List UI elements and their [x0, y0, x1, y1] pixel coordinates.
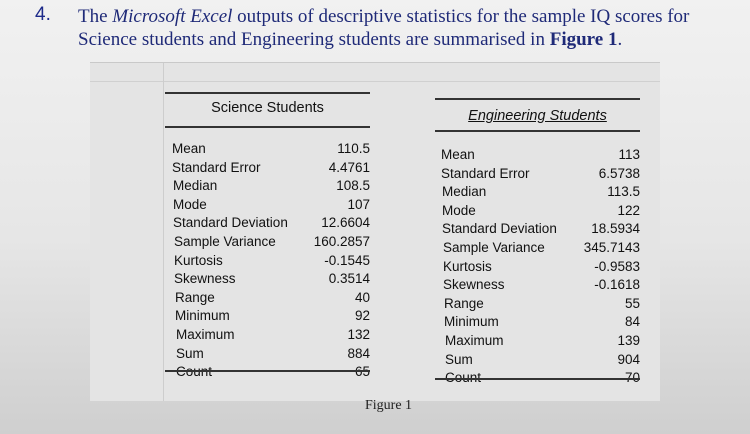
table-row	[172, 160, 370, 178]
table-row	[173, 197, 370, 215]
stat-value: 122	[617, 202, 640, 218]
stat-label: Kurtosis	[174, 252, 223, 268]
stat-label: Median	[442, 184, 487, 200]
table-row	[172, 141, 370, 159]
stat-label: Standard Error	[172, 159, 261, 175]
science-stats-table	[165, 92, 370, 382]
table-title-rule	[165, 126, 370, 128]
stat-value: 84	[624, 314, 640, 330]
table-row	[442, 203, 640, 221]
stat-value: 12.6604	[321, 215, 370, 231]
stat-label: Mode	[442, 202, 476, 218]
stat-value: 18.5934	[591, 221, 640, 237]
table-row	[443, 240, 640, 258]
table-row	[441, 147, 640, 165]
table-row	[174, 253, 370, 271]
table-row	[445, 333, 640, 351]
question-text	[78, 5, 738, 51]
table-row	[176, 346, 370, 364]
stat-label: Kurtosis	[443, 258, 492, 274]
stat-label: Minimum	[175, 308, 230, 324]
stat-value: 108.5	[336, 178, 370, 194]
table-row	[444, 314, 640, 332]
stat-value: 160.2857	[313, 234, 370, 249]
stat-label: Standard Deviation	[173, 215, 288, 231]
table-top-rule	[435, 98, 640, 100]
table-row	[441, 166, 640, 184]
stat-value: 92	[354, 308, 370, 324]
table-row	[443, 259, 640, 277]
table-row	[175, 308, 370, 326]
stat-value: 113	[618, 147, 640, 162]
table-row	[442, 184, 640, 202]
stat-value: -0.9583	[594, 258, 640, 274]
stat-label: Standard Error	[441, 165, 530, 181]
table-row	[176, 327, 370, 345]
stat-value: 113.5	[607, 184, 640, 200]
table-row	[174, 271, 370, 289]
engineering-stats-table	[435, 98, 640, 388]
question-text-part: .	[617, 29, 623, 50]
stat-label: Skewness	[443, 277, 505, 293]
stat-value: 110.5	[337, 141, 370, 156]
stat-value: 884	[347, 345, 370, 361]
stat-label: Range	[444, 295, 484, 311]
stat-value: 0.3514	[328, 271, 370, 287]
figure-reference: Figure 1	[549, 29, 618, 50]
table-row	[442, 221, 640, 239]
stat-value: 40	[354, 289, 370, 305]
question-text-part: Science students and Engineering students are summarised in	[78, 29, 550, 50]
stat-value: 107	[347, 196, 370, 212]
table-row	[173, 215, 370, 233]
science-table-title: Science Students	[211, 100, 324, 116]
table-bottom-rule	[435, 378, 640, 380]
table-row	[174, 234, 370, 252]
table-row	[176, 364, 370, 382]
stat-value: 55	[624, 295, 640, 311]
stat-label: Skewness	[174, 271, 236, 287]
stat-label: Standard Deviation	[442, 221, 557, 237]
question-text-part: outputs of descriptive statistics for the sample IQ scores for	[232, 6, 690, 27]
engineering-table-title: Engineering Students	[468, 108, 607, 124]
table-row	[445, 352, 640, 370]
stat-label: Sum	[176, 345, 204, 361]
table-top-rule	[165, 92, 370, 94]
question-text-part: The	[78, 6, 113, 27]
question-number: 4.	[35, 4, 51, 25]
table-row	[173, 178, 370, 196]
stat-label: Sum	[445, 351, 473, 367]
table-row	[444, 296, 640, 314]
table-row	[175, 290, 370, 308]
stat-label: Median	[173, 178, 218, 194]
stat-value: 139	[617, 333, 640, 348]
stat-value: -0.1545	[324, 252, 370, 268]
table-row	[443, 277, 640, 295]
stat-label: Maximum	[445, 333, 504, 348]
stat-label: Mean	[441, 147, 475, 162]
stat-value: -0.1618	[594, 277, 640, 293]
stat-value: 904	[617, 351, 640, 367]
stat-value: 345.7143	[583, 240, 640, 255]
stat-label: Sample Variance	[174, 234, 276, 249]
stat-label: Mode	[173, 196, 207, 212]
stat-value: 6.5738	[598, 165, 640, 181]
stat-value: 132	[347, 327, 370, 342]
stat-value: 4.4761	[328, 159, 370, 175]
stat-label: Range	[175, 289, 215, 305]
table-bottom-rule	[165, 370, 370, 372]
stat-label: Maximum	[176, 327, 235, 342]
stat-label: Mean	[172, 141, 206, 156]
stat-label: Sample Variance	[443, 240, 545, 255]
table-title-rule	[435, 130, 640, 132]
figure-caption: Figure 1	[365, 398, 413, 413]
question-text-italic: Microsoft Excel	[112, 6, 233, 27]
stat-label: Minimum	[444, 314, 499, 330]
